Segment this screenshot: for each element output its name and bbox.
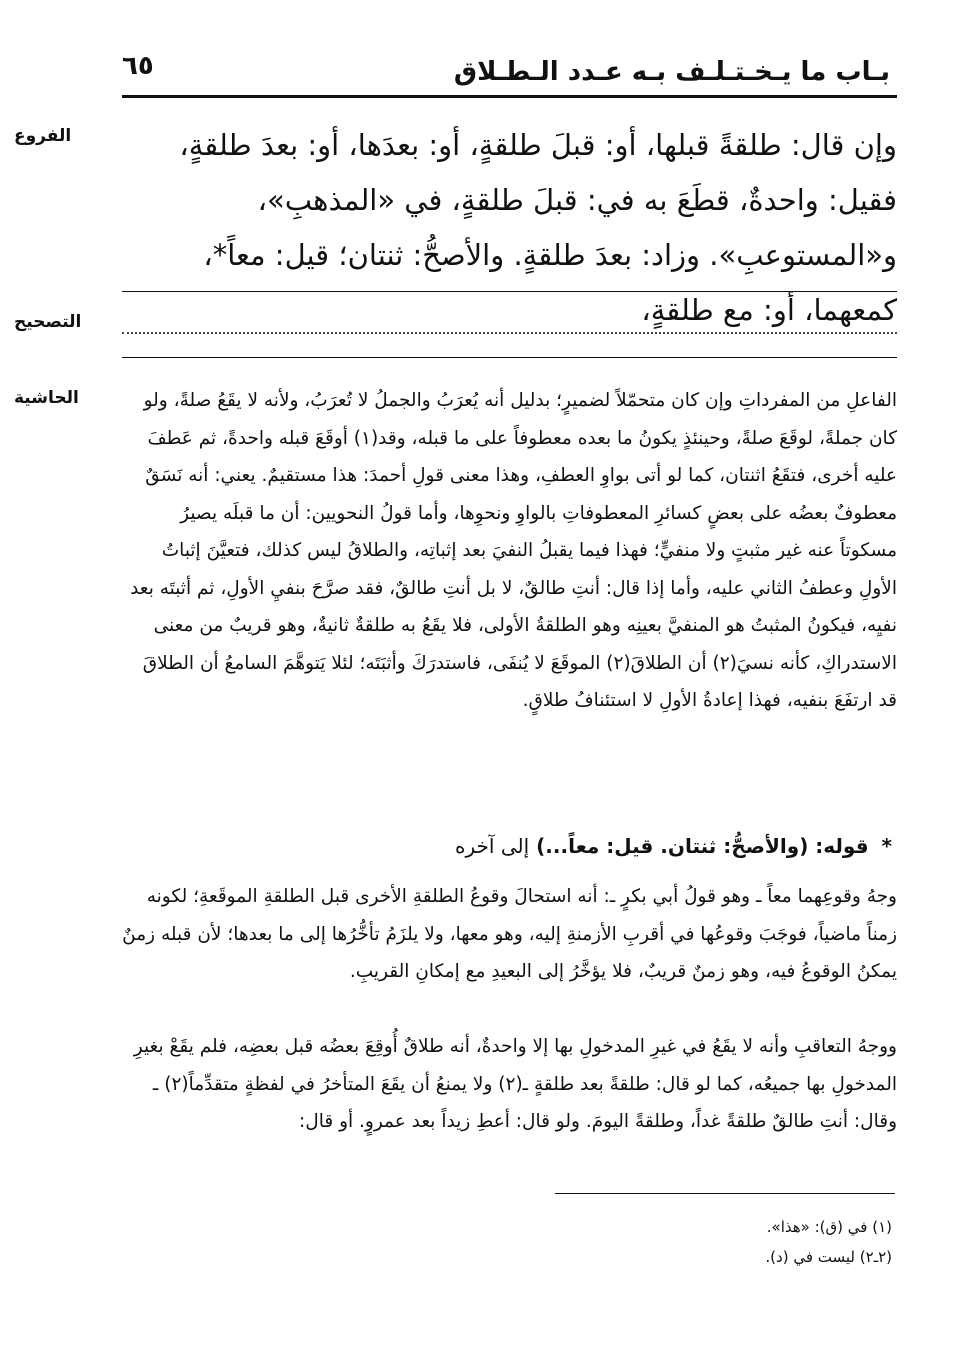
hashiya-paragraph: الفاعلِ من المفرداتِ وإن كان متحمّلاً لضميرٍ؛ بدليل أنه يُعرَبُ والجملُ لا تُعرَبُ، ولأنه لا يقَعُ صلةً، ولو كان جملةً، لوقَعَ صلةً، وحينئذٍ يكونُ ما بعده معطوفاً على ما قبله، وقد(١) أوقَعَ قبله واحدةً، ثم عَطفَ عليه أخرى، فتقَعُ اثنتان، كما لو أتى بواوِ العطفِ، وهذا معنى قولِ أحمدَ: هذا مستقيمٌ. يعني: أنه نَسَقٌ معطوفٌ بعضُه على بعضٍ كسائرِ المعطوفاتِ بالواوِ ونحوِها، وأما قولُ النحويين: أن ما قبلَه يصيرُ مسكوتاً عنه غير مثبتٍ ولا منفيٍّ؛ فهذا فيما يقبلُ النفيَ بعد إثباتِه، والطلاقُ ليس كذلك، فتعيَّنَ إثباتُ الأولِ وعطفُ الثاني عليه، وأما إذا قال: أنتِ طالقٌ، لا بل أنتِ طالقٌ، فقد صرَّحَ بنفيِ الأولِ، ثم أثبتَه بعد نفيِه، فيكونُ المثبتُ هو المنفيَّ بعينِه وهو الطلقةُ الأولى، فلا يقَعُ به طلقةٌ ثانيةٌ، وهو قريبٌ من معنى الاستدراكِ، كأنه نسيَ(٢) أن الطلاقَ(٢) الموقَعَ لا يُنفَى، فاستدرَكَ وأثبَتَه؛ لئلا يَتوهَّمَ السامعُ أن الطلاقَ قد ارتفَعَ بنفيه، فهذا إعادةُ الأولِ لا استئنافُ طلاقٍ. (130, 390, 897, 711)
star-marker: * (881, 834, 892, 858)
label-hashiya: الحاشية (14, 388, 79, 408)
label-furu: الفروع (14, 126, 72, 146)
running-header-title: بـاب ما يـخـتـلـف بـه عـدد الـطـلاق (453, 57, 890, 87)
commentary-heading-rest: إلى آخره (455, 834, 530, 858)
commentary-heading-quote: قوله: (والأصحُّ: ثنتان. قيل: معاً...) (536, 834, 869, 858)
header-rule (122, 95, 897, 98)
footnote-1: (١) في (ق): «هذا». (766, 1218, 892, 1236)
section-rule-bottom (122, 357, 897, 358)
section-rule-top (122, 291, 897, 292)
footnote-2: (٢ـ٢) ليست في (د). (765, 1248, 892, 1266)
footnote-rule (555, 1193, 895, 1194)
page-number: ٦٥ (122, 51, 154, 81)
paragraph-3: ووجهُ التعاقبِ وأنه لا يقَعُ في غيرِ المدخولِ بها إلا واحدةٌ، أنه طلاقٌ أُوقِعَ بعضُه قبل بعضِه، فلم يقَعْ بغيرِ المدخولِ بها جميعُه، كما لو قال: طلقةً بعد طلقةٍ ـ(٢) ولا يمنعُ أن يقَعَ المتأخرُ في لفظةٍ متقدِّماً(٢) ـ وقال: أنتِ طالقٌ طلقةً غداً، وطلقةً اليومَ. ولو قال: أعطِ زيداً بعد عمروٍ. أو قال: (133, 1036, 897, 1132)
tashih-dotted-line (122, 324, 897, 334)
paragraph-2: وجهُ وقوعِهما معاً ـ وهو قولُ أبي بكرٍ ـ: أنه استحالَ وقوعُ الطلقةِ الأخرى قبل الطلقةِ الموقَعةِ؛ لكونه زمناً ماضياً، فوجَبَ وقوعُها في أقربِ الأزمنةِ إليه، وهو معها، ولا يلزَمُ تأخُّرُها إلى ما بعدها؛ لأن قبله زمنٌ يمكنُ الوقوعُ فيه، وهو زمنٌ قريبٌ، فلا يؤخَّرُ إلى البعيدِ مع إمكانِ القريبِ. (122, 886, 897, 982)
label-tashih: التصحيح (14, 312, 82, 332)
main-text: وإن قال: طلقةً قبلها، أو: قبلَ طلقةٍ، أو: بعدَها، أو: بعدَ طلقةٍ، فقيل: واحدةٌ، قطَعَ به في: قبلَ طلقةٍ، في «المذهبِ»، و«المستوعبِ». وزاد: بعدَ طلقةٍ. والأصحُّ: ثنتان؛ قيل: معاً*، كمعهما، أو: مع طلقةٍ، (179, 128, 897, 327)
commentary-heading (117, 828, 892, 864)
